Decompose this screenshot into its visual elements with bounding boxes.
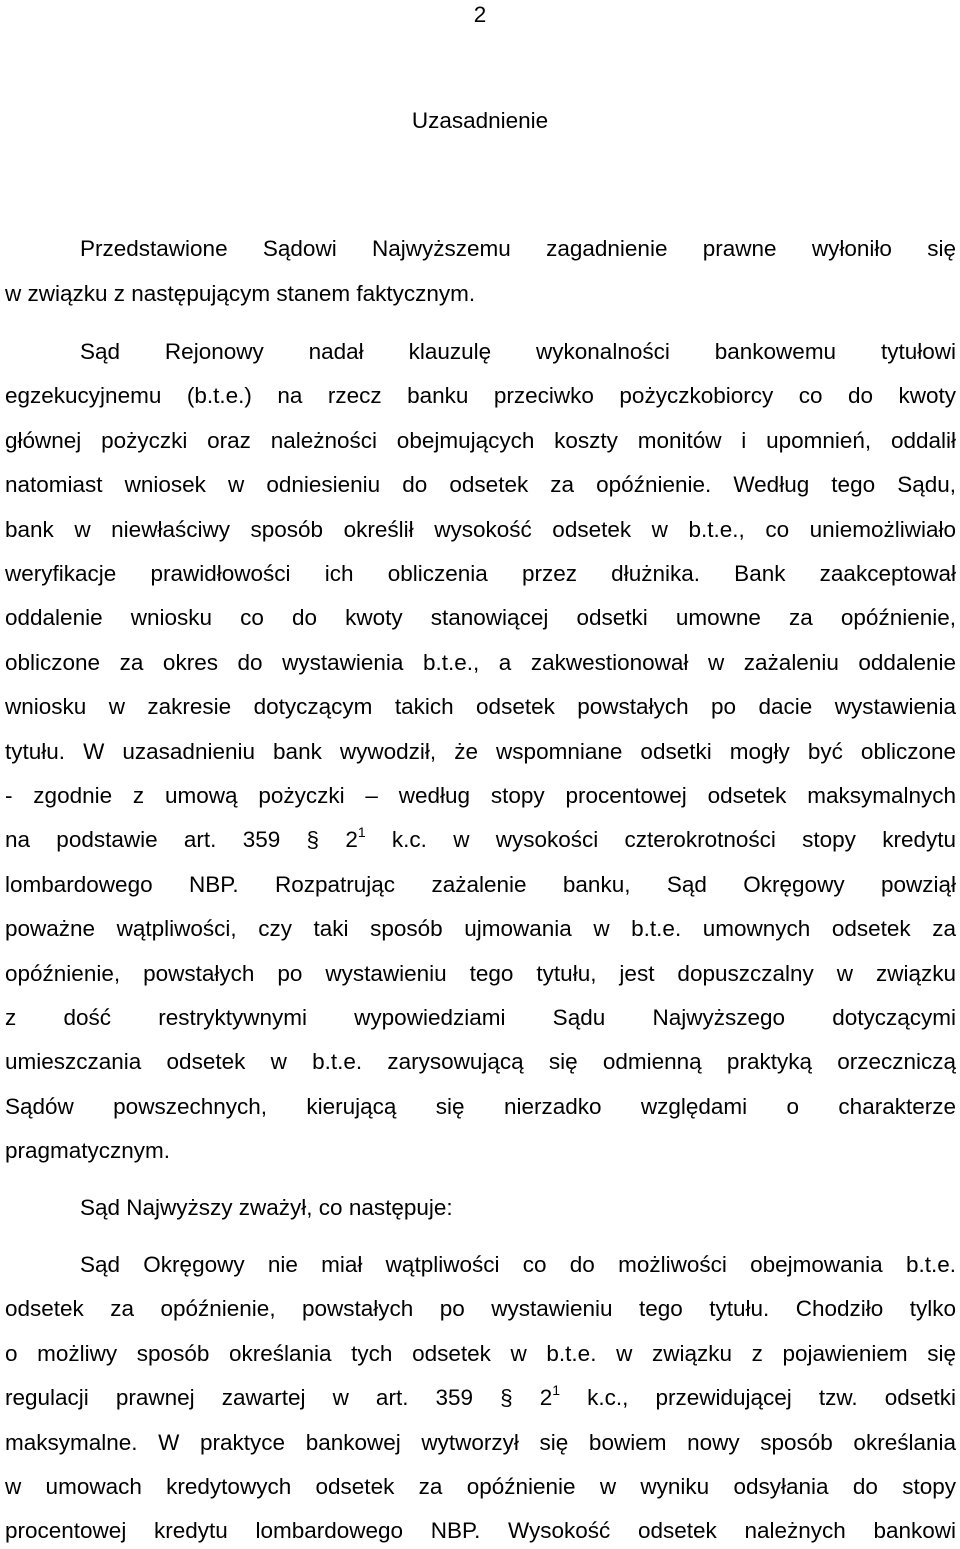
text-line: Przedstawione Sądowi Najwyższemu zagadnienie prawne wyłoniło się bbox=[80, 236, 956, 261]
text-line: Sąd Okręgowy nie miał wątpliwości co do możliwości obejmowania b.t.e. bbox=[80, 1252, 956, 1277]
text-line: z dość restryktywnymi wypowiedziami Sądu Najwyższego dotyczącymi bbox=[5, 1005, 956, 1030]
superscript: 1 bbox=[552, 1381, 561, 1398]
superscript: 1 bbox=[357, 823, 366, 840]
text-line: maksymalne. W praktyce bankowej wytworzył się bowiem nowy sposób określania bbox=[5, 1430, 956, 1455]
text-line: weryfikacje prawidłowości ich obliczenia przez dłużnika. Bank zaakceptował bbox=[5, 561, 956, 586]
text-line: Sąd Rejonowy nadał klauzulę wykonalności bankowemu tytułowi bbox=[80, 339, 956, 364]
text-line: umieszczania odsetek w b.t.e. zarysowującą się odmienną praktyką orzeczniczą bbox=[5, 1049, 956, 1074]
text-line: - zgodnie z umową pożyczki – według stopy procentowej odsetek maksymalnych bbox=[5, 783, 956, 808]
text-segment: na podstawie art. 359 § 2 bbox=[5, 827, 358, 852]
text-line: poważne wątpliwości, czy taki sposób ujmowania w b.t.e. umownych odsetek za bbox=[5, 916, 956, 941]
text-line: Sąd Najwyższy zważył, co następuje: bbox=[80, 1195, 453, 1220]
text-segment: regulacji prawnej zawartej w art. 359 § 2 bbox=[5, 1385, 553, 1410]
text-line: wniosku w zakresie dotyczącym takich odsetek powstałych po dacie wystawienia bbox=[5, 694, 956, 719]
text-segment: k.c. w wysokości czterokrotności stopy kredytu bbox=[365, 827, 956, 852]
text-line: opóźnienie, powstałych po wystawieniu tego tytułu, jest dopuszczalny w związku bbox=[5, 961, 956, 986]
text-line: odsetek za opóźnienie, powstałych po wystawieniu tego tytułu. Chodziło tylko bbox=[5, 1296, 956, 1321]
text-line: egzekucyjnemu (b.t.e.) na rzecz banku przeciwko pożyczkobiorcy co do kwoty bbox=[5, 383, 956, 408]
text-line: oddalenie wniosku co do kwoty stanowiącej odsetki umowne za opóźnienie, bbox=[5, 605, 956, 630]
text-segment: k.c., przewidującej tzw. odsetki bbox=[560, 1385, 956, 1410]
section-title: Uzasadnienie bbox=[411, 108, 549, 133]
text-line: natomiast wniosek w odniesieniu do odsetek za opóźnienie. Według tego Sądu, bbox=[5, 472, 956, 497]
text-line: pragmatycznym. bbox=[5, 1138, 171, 1163]
text-line: w umowach kredytowych odsetek za opóźnienie w wyniku odsyłania do stopy bbox=[5, 1474, 956, 1499]
text-line: w związku z następującym stanem faktycznym. bbox=[5, 281, 476, 306]
text-line: tytułu. W uzasadnieniu bank wywodził, że wspomniane odsetki mogły być obliczone bbox=[5, 739, 956, 764]
text-line-with-superscript bbox=[5, 1381, 956, 1411]
text-line: bank w niewłaściwy sposób określił wysokość odsetek w b.t.e., co uniemożliwiało bbox=[5, 517, 956, 542]
text-line: procentowej kredytu lombardowego NBP. Wysokość odsetek należnych bankowi bbox=[5, 1518, 956, 1543]
text-line: Sądów powszechnych, kierującą się nierzadko względami o charakterze bbox=[5, 1094, 956, 1119]
text-line-with-superscript bbox=[5, 823, 956, 853]
text-line: głównej pożyczki oraz należności obejmujących koszty monitów i upomnień, oddalił bbox=[5, 428, 956, 453]
text-line: o możliwy sposób określania tych odsetek w b.t.e. w związku z pojawieniem się bbox=[5, 1341, 956, 1366]
text-line: lombardowego NBP. Rozpatrując zażalenie banku, Sąd Okręgowy powziął bbox=[5, 872, 956, 897]
text-line: obliczone za okres do wystawienia b.t.e., a zakwestionował w zażaleniu oddalenie bbox=[5, 650, 956, 675]
page-number: 2 bbox=[473, 2, 487, 27]
